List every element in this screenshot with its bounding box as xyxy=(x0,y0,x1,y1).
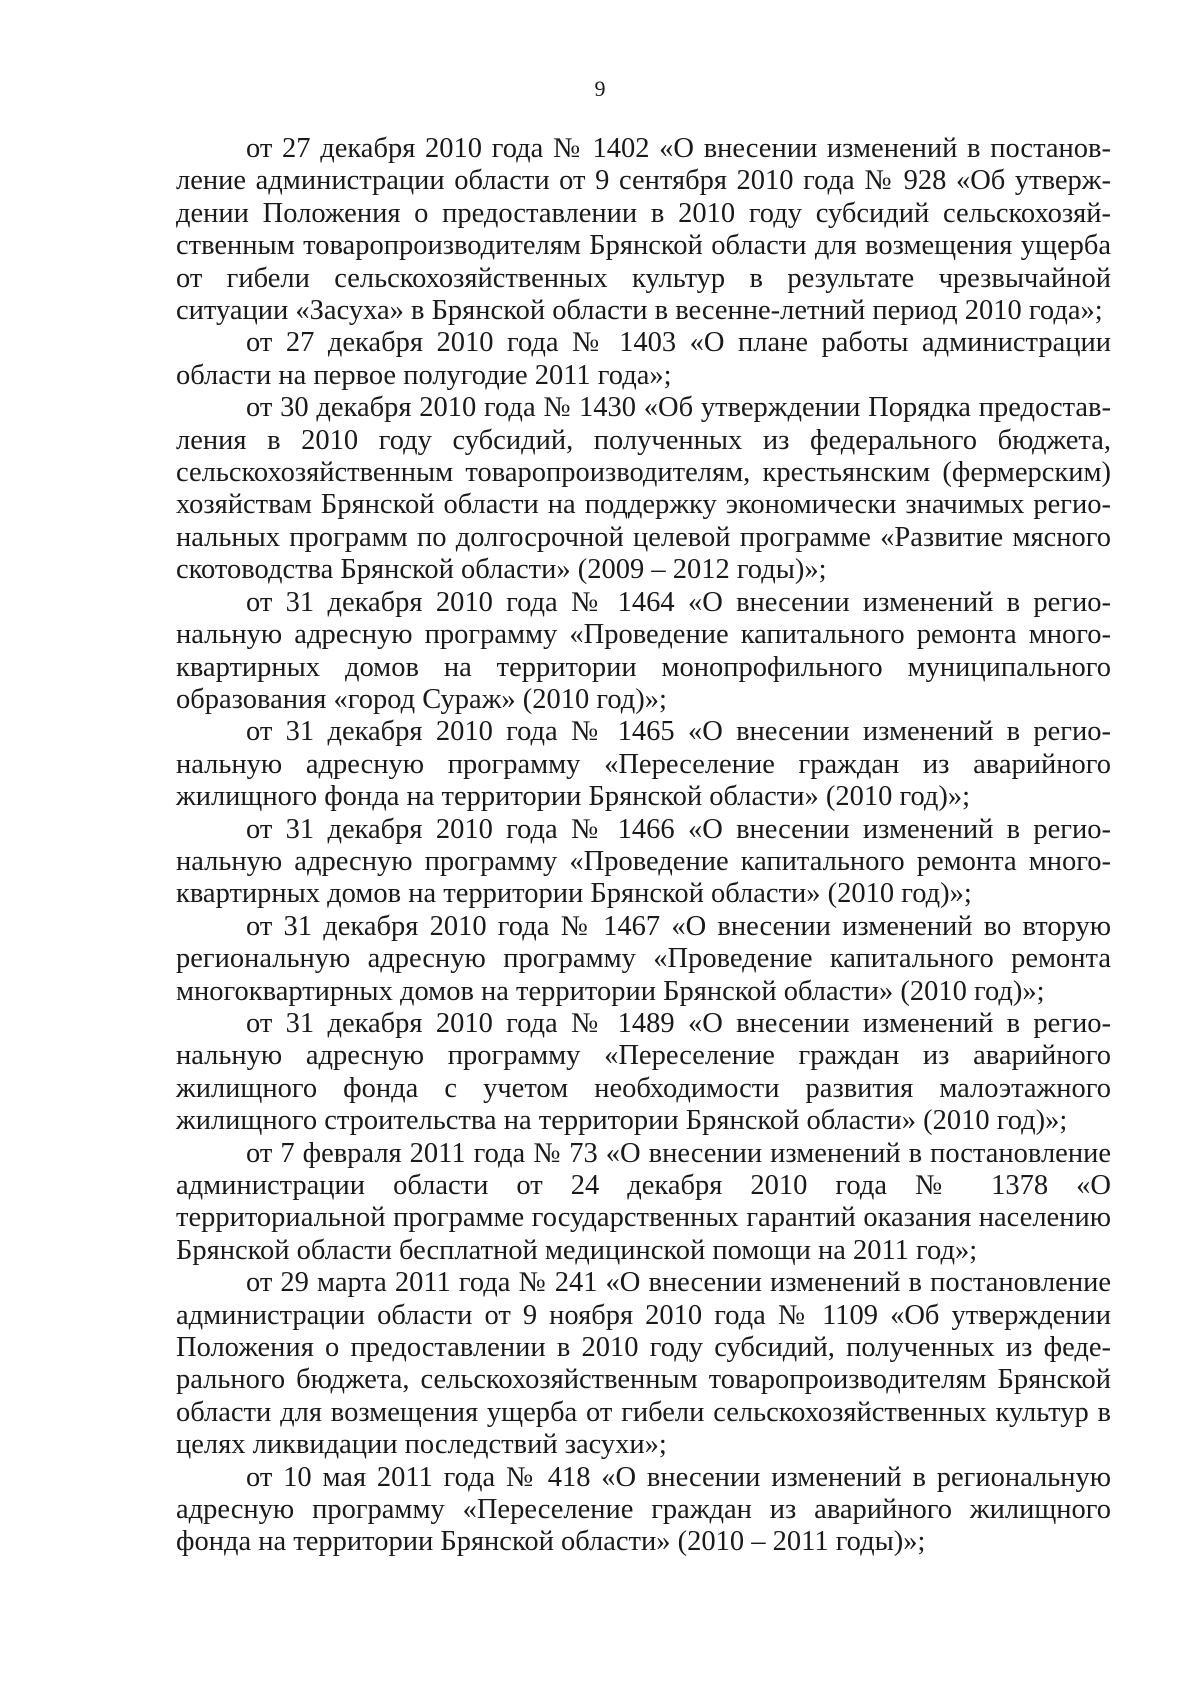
paragraph-decree-1466: от 31 декабря 2010 года № 1466 «О внесении изменений в региональную адресную программу «Проведение капитального ремонта многоквартирных домов на территории Брянской области» (2010 год)»; xyxy=(176,813,1111,910)
page-number: 9 xyxy=(594,76,606,101)
paragraph-decree-73: от 7 февраля 2011 года № 73 «О внесении изменений в постановление администрации области от 24 декабря 2010 года № 1378 «О территориальной программе государственных гарантий оказания населению Брянской области бесплатной медицинской помощи на 2011 год»; xyxy=(176,1137,1111,1266)
paragraph-decree-1403: от 27 декабря 2010 года № 1403 «О плане работы администрации области на первое полугодие 2011 года»; xyxy=(176,327,1111,391)
paragraph-decree-1464: от 31 декабря 2010 года № 1464 «О внесении изменений в региональную адресную программу «Проведение капитального ремонта многоквартирных домов на территории монопрофильного муниципального образования «город Сураж» (2010 год)»; xyxy=(176,586,1111,715)
paragraph-decree-1489: от 31 декабря 2010 года № 1489 «О внесении изменений в региональную адресную программу «Переселение граждан из аварийного жилищного фонда с учетом необходимости развития малоэтажного жилищного строительства на территории Брянской области» (2010 год)»; xyxy=(176,1007,1111,1137)
paragraph-decree-1465: от 31 декабря 2010 года № 1465 «О внесении изменений в региональную адресную программу «Переселение граждан из аварийного жилищного фонда на территории Брянской области» (2010 год)»; xyxy=(176,716,1111,813)
paragraph-decree-241: от 29 марта 2011 года № 241 «О внесении изменений в постановление администрации области от 9 ноября 2010 года № 1109 «Об утверждении Положения о предоставлении в 2010 году субсидий, полученных из федерального бюджета, сельскохозяйственным товаропроизводителям Брянской области для возмещения ущерба от гибели сельскохозяйственных культур в целях ликвидации последствий засухи»; xyxy=(176,1267,1111,1461)
paragraph-decree-418: от 10 мая 2011 года № 418 «О внесении изменений в региональную адресную программу «Переселение граждан из аварийного жилищного фонда на территории Брянской области» (2010 – 2011 годы)»; xyxy=(176,1461,1111,1558)
paragraph-decree-1402: от 27 декабря 2010 года № 1402 «О внесении изменений в постановление администрации области от 9 сентября 2010 года № 928 «Об утверждении Положения о предоставлении в 2010 году субсидий сельскохозяйственным товаропроизводителям Брянской области для возмещения ущерба от гибели сельскохозяйственных культур в результате чрезвычайной ситуации «Засуха» в Брянской области в весенне-летний период 2010 года»; xyxy=(176,133,1111,327)
paragraph-decree-1430: от 30 декабря 2010 года № 1430 «Об утверждении Порядка предоставления в 2010 году субсидий, полученных из федерального бюджета, сельскохозяйственным товаропроизводителям, крестьянским (фермерским) хозяйствам Брянской области на поддержку экономически значимых региональных программ по долгосрочной целевой программе «Развитие мясного скотоводства Брянской области» (2009 – 2012 годы)»; xyxy=(176,392,1111,586)
document-body xyxy=(176,133,1111,1559)
paragraph-decree-1467: от 31 декабря 2010 года № 1467 «О внесении изменений во вторую региональную адресную программу «Проведение капитального ремонта многоквартирных домов на территории Брянской области» (2010 год)»; xyxy=(176,910,1111,1007)
